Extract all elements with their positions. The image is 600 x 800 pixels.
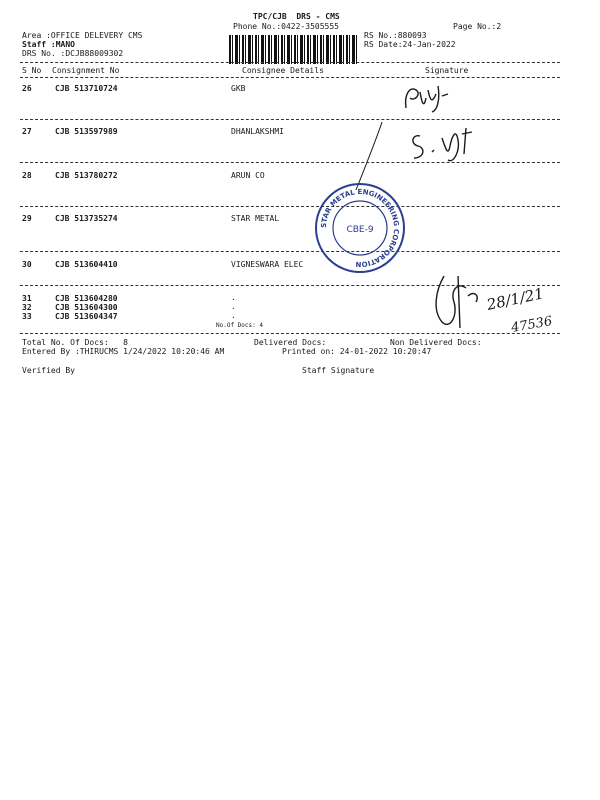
row-consignee: GKB (231, 84, 246, 93)
column-consignment: Consignment No (52, 66, 120, 75)
row-sno: 31 (22, 294, 32, 303)
total-docs: Total No. Of Docs: 8 (22, 338, 128, 347)
row-sno: 29 (22, 214, 32, 223)
group-doc-count: No.Of Docs: 4 (216, 322, 263, 329)
row-consignment: CJB 513710724 (55, 84, 118, 93)
row-consignment: CJB 513604410 (55, 260, 118, 269)
signature-scribble (402, 120, 482, 170)
row-consignee: . (231, 293, 236, 302)
row-consignment: CJB 513604280 (55, 294, 118, 303)
row-consignment: CJB 513780272 (55, 171, 118, 180)
row-sno: 33 (22, 312, 32, 321)
rs-number: RS No.:880093 (364, 31, 427, 40)
row-consignment: CJB 513604347 (55, 312, 118, 321)
sheet-title: TPC/CJB DRS - CMS (253, 12, 340, 21)
row-divider (20, 206, 560, 207)
row-sno: 28 (22, 171, 32, 180)
divider (20, 77, 560, 78)
column-consignee: Consignee Details (242, 66, 324, 75)
handwritten-number: 47536 (510, 313, 554, 336)
row-consignee: DHANLAKSHMI (231, 127, 284, 136)
company-stamp (314, 182, 406, 274)
area-label: Area :OFFICE DELEVERY CMS (22, 31, 143, 40)
verified-by: Verified By (22, 366, 75, 375)
row-consignment: CJB 513604300 (55, 303, 118, 312)
row-sno: 30 (22, 260, 32, 269)
entered-by: Entered By :THIRUCMS 1/24/2022 10:20:46 AM (22, 347, 225, 356)
stamp-center-text: CBE-9 (346, 225, 374, 235)
signature-scribble (398, 80, 458, 116)
row-consignee: VIGNESWARA ELEC (231, 260, 304, 269)
printed-on: Printed on: 24-01-2022 10:20:47 (282, 347, 432, 356)
non-delivered-docs: Non Delivered Docs: (390, 338, 482, 347)
row-consignee: . (231, 302, 236, 311)
column-sno: S No (22, 66, 42, 75)
delivered-docs: Delivered Docs: (254, 338, 327, 347)
barcode (229, 35, 359, 64)
row-consignee: STAR METAL (231, 214, 280, 223)
page-number: Page No.:2 (453, 22, 502, 31)
row-divider (20, 251, 560, 252)
row-sno: 26 (22, 84, 32, 93)
divider (20, 62, 560, 63)
stamp-ring-text: STAR METAL ENGINEERING CORPORATION (319, 187, 401, 269)
row-sno: 32 (22, 303, 32, 312)
row-consignee: . (231, 311, 236, 320)
row-sno: 27 (22, 127, 32, 136)
row-consignment: CJB 513735274 (55, 214, 118, 223)
drs-number: DRS No. :DCJB88009302 (22, 49, 124, 58)
rs-date: RS Date:24-Jan-2022 (364, 40, 456, 49)
phone-number: Phone No.:0422-3505555 (233, 22, 339, 31)
signature-scribble (424, 266, 574, 338)
row-consignment: CJB 513597989 (55, 127, 118, 136)
handwritten-date: 28/1/21 (485, 284, 546, 314)
staff-label: Staff :MANO (22, 40, 75, 49)
column-signature: Signature (425, 66, 469, 75)
staff-signature-label: Staff Signature (302, 366, 375, 375)
row-consignee: ARUN CO (231, 171, 265, 180)
